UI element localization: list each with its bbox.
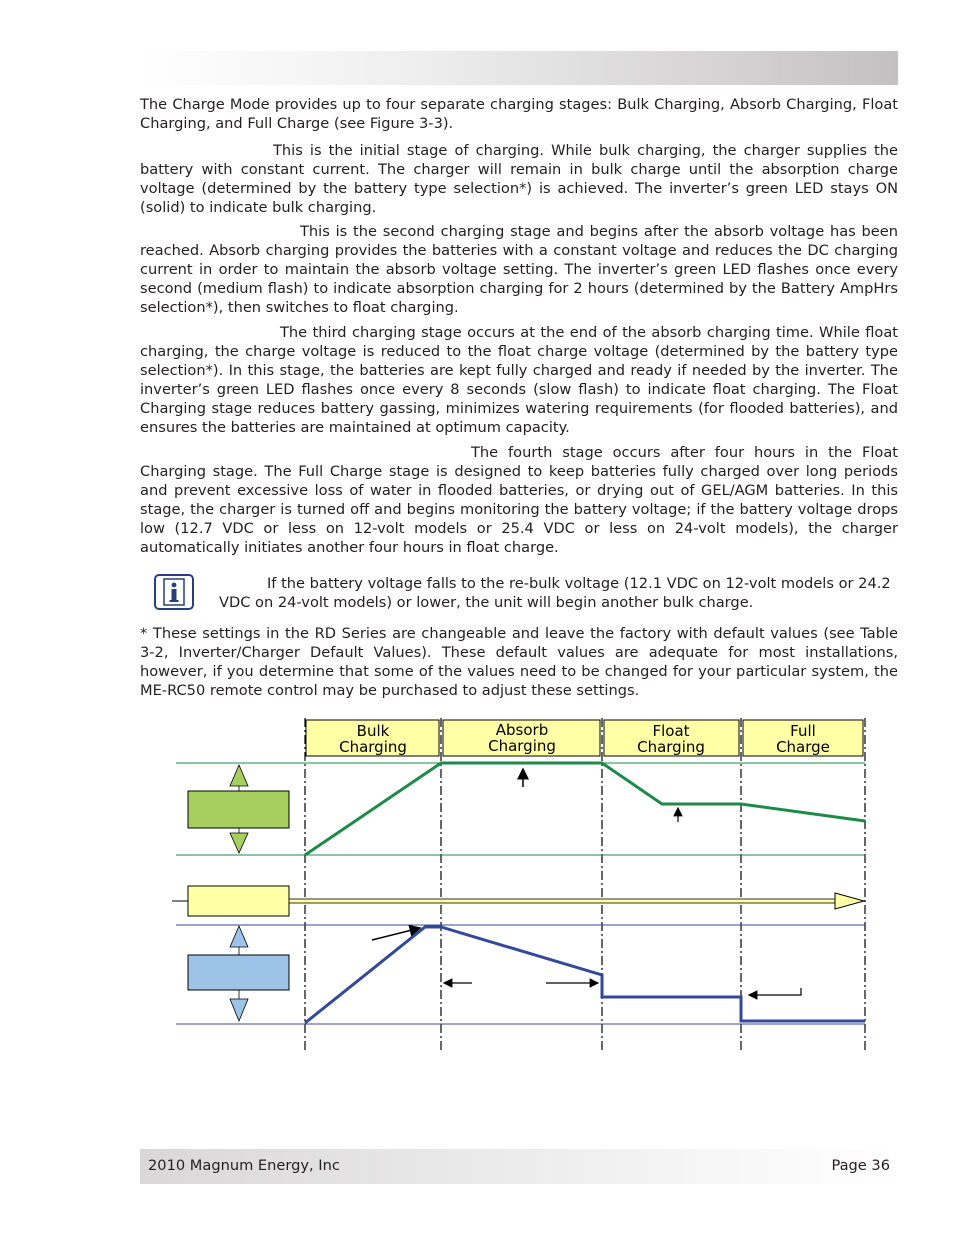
- voltage-section: [176, 763, 865, 855]
- intro-paragraph: The Charge Mode provides up to four separate charging stages: Bulk Charging, Absorb Charging, Float Charging, and Full Charge (see Figure 3-3).: [140, 96, 898, 132]
- stage-absorb-line2: Charging: [488, 737, 556, 755]
- stage-full-line1: Full: [790, 722, 816, 740]
- voltage-curve: [305, 763, 865, 855]
- voltage-up-arrow-icon: [230, 765, 248, 786]
- voltage-down-arrow-icon: [230, 833, 248, 853]
- absorb-charging-paragraph: This is the second charging stage and begins after the absorb voltage has been reached. Absorb charging provides the batteries with a constant voltage and reduces the DC charging current in order to maintain the absorb voltage setting. The inverter’s green LED flashes once every second (medium flash) to indicate absorption charging for 2 hours (determined by the Battery AmpHrs selection*), then switches to float charging.: [140, 223, 898, 316]
- stage-absorb-line1: Absorb: [495, 721, 549, 739]
- current-down-arrow-icon: [230, 999, 248, 1021]
- stage-dividers: [305, 718, 865, 1050]
- info-note: [219, 575, 909, 613]
- current-up-arrow-icon: [230, 926, 248, 947]
- stage-full-line2: Charge: [776, 738, 830, 756]
- voltage-box: [188, 791, 289, 828]
- info-note-text: If the battery voltage falls to the re-bulk voltage (12.1 VDC on 12-volt models or 24.2 VDC on 24-volt models) or lower, the unit will begin another bulk charge.: [219, 575, 891, 611]
- time-box: [188, 886, 289, 916]
- stage-header-float: [604, 720, 739, 756]
- time-arrow-icon: [835, 893, 864, 909]
- float-charging-paragraph: The third charging stage occurs at the end of the absorb charging time. While float charging, the charge voltage is reduced to the float charge voltage (determined by the battery type selection*). In this stage, the batteries are kept fully charged and ready if needed by the inverter. The inverter’s green LED flashes once every 8 seconds (slow flash) to indicate float charging. The Float Charging stage reduces battery gassing, minimizes watering requirements (for flooded batteries), and ensures the batteries are maintained at optimum capacity.: [140, 324, 898, 436]
- current-box: [188, 955, 289, 990]
- charging-stages-diagram: [168, 714, 874, 1054]
- stage-float-line1: Float: [652, 722, 690, 740]
- stage-header-bulk: [306, 720, 439, 756]
- footer-page-number: Page 36: [831, 1157, 890, 1174]
- bulk-charging-paragraph: This is the initial stage of charging. While bulk charging, the charger supplies the battery with constant current. The charger will remain in bulk charge until the absorption charge voltage (determined by the battery type selection*) is achieved. The inverter’s green LED stays ON (solid) to indicate bulk charging.: [140, 142, 898, 216]
- header-bar: [140, 51, 898, 85]
- stage-header-absorb: [443, 720, 600, 756]
- stage-bulk-line1: Bulk: [356, 722, 390, 740]
- full-charge-pointer: [749, 988, 801, 995]
- stage-bulk-line2: Charging: [339, 738, 407, 756]
- info-icon: [154, 574, 194, 610]
- footer-copyright: 2010 Magnum Energy, Inc: [148, 1157, 340, 1174]
- time-section: [172, 886, 864, 916]
- full-charge-paragraph: The fourth stage occurs after four hours in the Float Charging stage. The Full Charge stage is designed to keep batteries fully charged over long periods and prevent excessive loss of water in flooded batteries, or drying out of GEL/AGM batteries. In this stage, the charger is turned off and begins monitoring the battery voltage; if the battery voltage drops low (12.7 VDC or less on 12-volt models or 25.4 VDC or less on 24-volt models), the charger automatically initiates another four hours in float charge.: [140, 444, 898, 556]
- stage-header-full: [743, 720, 863, 756]
- footnote-paragraph: * These settings in the RD Series are changeable and leave the factory with default values (see Table 3-2, Inverter/Charger Default Values). These default values are adequate for most installations, however, if you determine that some of the values need to be changed for your particular system, the ME-RC50 remote control may be purchased to adjust these settings.: [140, 625, 898, 699]
- current-section: [176, 925, 865, 1024]
- current-curve: [305, 927, 865, 1023]
- stage-float-line2: Charging: [637, 738, 705, 756]
